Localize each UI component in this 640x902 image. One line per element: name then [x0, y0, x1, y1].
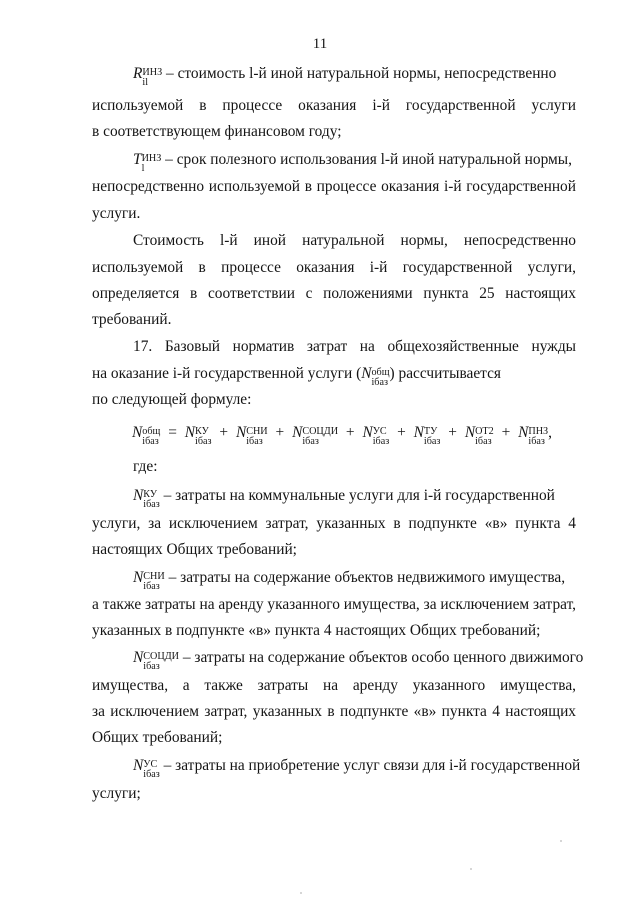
r-definition-line-3: в соответствующем финансовом году;	[92, 123, 342, 140]
t-definition-line-3: услуги.	[92, 205, 141, 222]
formula-term-ku: N КУ iбаз	[184, 424, 212, 447]
formula	[132, 424, 552, 447]
cost-paragraph-line-3: определяется в соответствии с положениями пункта 25 настоящих	[92, 285, 576, 302]
r-symbol: R ИНЗ il	[133, 65, 163, 88]
us-definition-line-1: N УС iбаз – затраты на приобретение услуг связи для i-й государственной	[133, 757, 581, 780]
us-definition-line-2: услуги;	[92, 785, 141, 802]
formula-term-us: N УС iбаз	[362, 424, 390, 447]
paragraph-17-line-3: по следующей формуле:	[92, 391, 252, 408]
cost-paragraph-line-1: Стоимость l-й иной натуральной нормы, непосредственно	[133, 232, 576, 249]
formula-term-sni: N СНИ iбаз	[235, 424, 268, 447]
inline-n-symbol: N общ iбаз	[361, 365, 390, 388]
ku-definition-line-3: настоящих Общих требований;	[92, 541, 297, 558]
formula-plus: +	[219, 424, 229, 441]
formula-lhs: N общ iбаз	[132, 424, 161, 447]
formula-plus: +	[397, 424, 406, 441]
ku-definition-line-2: услуги, за исключением затрат, указанных в подпункте «в» пункта 4	[92, 515, 576, 532]
formula-plus: +	[501, 424, 511, 441]
formula-term-ot2: N ОТ2 iбаз	[464, 424, 494, 447]
t-symbol: T ИНЗ l	[133, 151, 162, 174]
paragraph-17-line-2: на оказание i-й государственной услуги (N общ iбаз ) рассчитывается	[92, 365, 501, 388]
n-ku-symbol: N КУ iбаз	[133, 487, 160, 510]
formula-plus: +	[275, 424, 285, 441]
formula-plus: +	[448, 424, 457, 441]
socdi-definition-line-3: за исключением затрат, указанных в подпункте «в» пункта 4 настоящих	[92, 703, 576, 720]
ku-definition-line-1: N КУ iбаз – затраты на коммунальные услуги для i-й государственной	[133, 487, 555, 510]
scan-speck	[300, 892, 302, 894]
socdi-definition-line-1: N СОЦДИ iбаз – затраты на содержание объектов особо ценного движимого	[133, 649, 584, 672]
formula-term-tu: N ТУ iбаз	[413, 424, 441, 447]
formula-plus: +	[345, 424, 355, 441]
sni-definition-line-3: указанных в подпункте «в» пункта 4 настоящих Общих требований;	[92, 622, 541, 639]
formula-end: ,	[548, 424, 553, 441]
r-definition-line-1: R ИНЗ il – стоимость l-й иной натуральной нормы, непосредственно	[133, 65, 557, 88]
n-socdi-symbol: N СОЦДИ iбаз	[133, 649, 179, 672]
page-number: 11	[312, 36, 328, 52]
scan-speck	[560, 840, 562, 842]
socdi-definition-line-4: Общих требований;	[92, 729, 223, 746]
cost-paragraph-line-4: требований.	[92, 311, 172, 328]
t-definition-line-1: T ИНЗ l – срок полезного использования l-й иной натуральной нормы,	[133, 151, 572, 174]
formula-equals: =	[168, 424, 177, 441]
scan-speck	[470, 868, 472, 870]
formula-term-pnz: N ПНЗ iбаз	[518, 424, 549, 447]
cost-paragraph-line-2: используемой в процессе оказания i-й государственной услуги,	[92, 259, 576, 276]
r-definition-line-2: используемой в процессе оказания i-й государственной услуги	[92, 97, 576, 114]
where-label: где:	[133, 458, 158, 475]
formula-term-socdi: N СОЦДИ iбаз	[292, 424, 339, 447]
n-sni-symbol: N СНИ iбаз	[133, 569, 165, 592]
n-us-symbol: N УС iбаз	[133, 757, 160, 780]
paragraph-17-line-1: 17. Базовый норматив затрат на общехозяйственные нужды	[133, 338, 576, 355]
socdi-definition-line-2: имущества, а также затраты на аренду указанного имущества,	[92, 677, 576, 694]
sni-definition-line-1: N СНИ iбаз – затраты на содержание объектов недвижимого имущества,	[133, 569, 566, 592]
t-definition-line-2: непосредственно используемой в процессе оказания i-й государственной	[92, 178, 576, 195]
sni-definition-line-2: а также затраты на аренду указанного имущества, за исключением затрат,	[92, 596, 576, 613]
